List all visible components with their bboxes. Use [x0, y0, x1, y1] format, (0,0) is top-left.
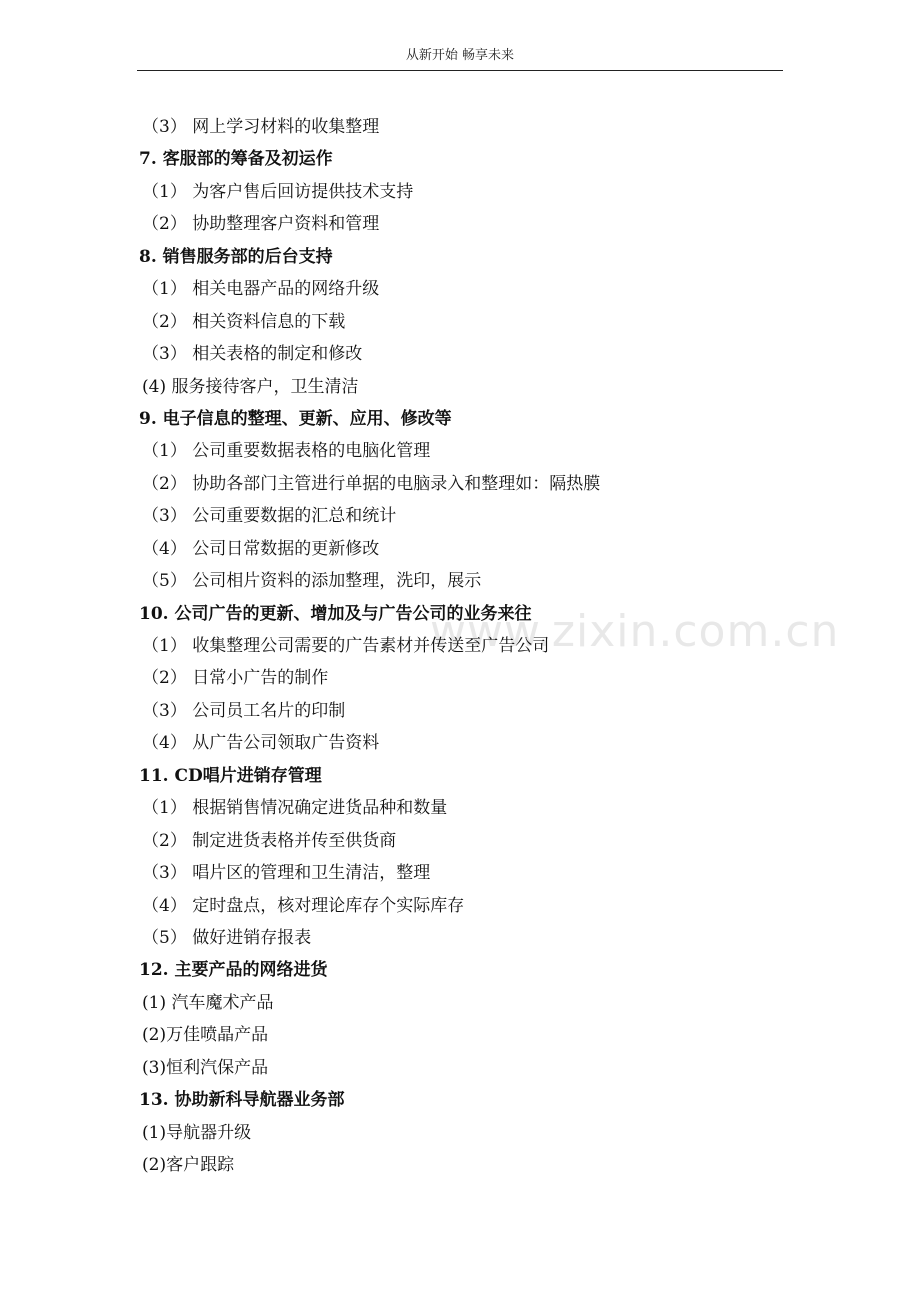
- section-heading: 7. 客服部的筹备及初运作: [139, 149, 333, 170]
- list-item: (3)恒利汽保产品: [142, 1057, 269, 1078]
- document-body: [139, 111, 779, 1181]
- list-item: （2） 日常小广告的制作: [142, 668, 329, 689]
- list-item: （4） 定时盘点，核对理论库存个实际库存: [142, 895, 465, 916]
- list-item: (2)万佳喷晶产品: [142, 1025, 269, 1046]
- list-item: (1)导航器升级: [142, 1122, 252, 1143]
- watermark: www.zixin.com.cn: [430, 606, 840, 657]
- list-item: （1） 相关电器产品的网络升级: [142, 279, 380, 300]
- list-item: （2） 协助整理客户资料和管理: [142, 214, 380, 235]
- list-item: （1） 公司重要数据表格的电脑化管理: [142, 441, 431, 462]
- section-heading: 13. 协助新科导航器业务部: [139, 1090, 345, 1111]
- list-item: （5） 公司相片资料的添加整理，洗印，展示: [142, 571, 482, 592]
- list-item: （1） 收集整理公司需要的广告素材并传送至广告公司: [142, 636, 550, 656]
- list-item: （1） 根据销售情况确定进货品种和数量: [142, 798, 448, 819]
- list-item: （3） 相关表格的制定和修改: [142, 344, 363, 365]
- list-item: （3） 公司重要数据的汇总和统计: [142, 506, 397, 527]
- section-heading: 9. 电子信息的整理、更新、应用、修改等: [139, 408, 452, 429]
- list-item: （3） 公司员工名片的印制: [142, 700, 346, 721]
- header-text: 从新开始 畅享未来: [405, 48, 515, 63]
- list-item: (1) 汽车魔术产品: [142, 992, 274, 1013]
- list-item: （5） 做好进销存报表: [142, 927, 312, 948]
- list-item: （1） 为客户售后回访提供技术支持: [142, 181, 414, 202]
- list-item: (2)客户跟踪: [142, 1155, 235, 1175]
- section-heading: 11. CD唱片进销存管理: [139, 765, 322, 786]
- list-item: （2） 协助各部门主管进行单据的电脑录入和整理如：隔热膜: [142, 473, 601, 494]
- section-heading: 10. 公司广告的更新、增加及与广告公司的业务来往: [139, 603, 532, 624]
- section-heading: 8. 销售服务部的后台支持: [139, 246, 333, 267]
- list-item: （2） 相关资料信息的下载: [142, 311, 346, 332]
- section-heading: 12. 主要产品的网络进货: [139, 960, 328, 981]
- list-item: （4） 公司日常数据的更新修改: [142, 538, 380, 559]
- page-header: [137, 44, 783, 71]
- list-item: （4） 从广告公司领取广告资料: [142, 733, 380, 754]
- list-item: (4) 服务接待客户，卫生清洁: [142, 376, 359, 397]
- list-item: （2） 制定进货表格并传至供货商: [142, 830, 397, 851]
- list-item: （3） 网上学习材料的收集整理: [142, 117, 380, 137]
- list-item: （3） 唱片区的管理和卫生清洁，整理: [142, 863, 431, 884]
